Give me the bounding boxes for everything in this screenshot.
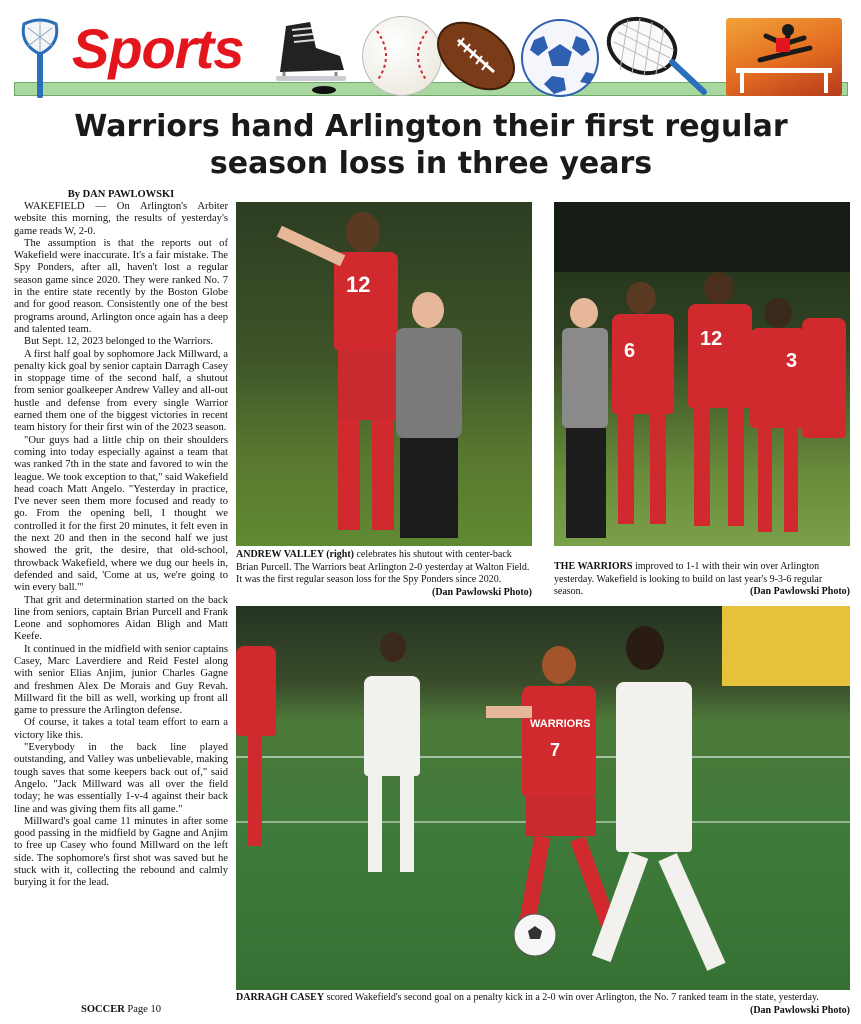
paragraph: That grit and determination started on the back line from seniors, captain Brian Purcell and Frank Leone and sophomores Aidan Bligh and Matt Keefe. [14,594,228,643]
jersey-number: 7 [550,740,561,760]
article-headline: Warriors hand Arlington their first regular season loss in three years [74,109,788,181]
jersey-number: 3 [786,350,798,372]
paragraph: WAKEFIELD — On Arlington's Arbiter website this morning, the results of yesterday's game reads W, 2-0. [14,201,228,237]
soccer-ball-icon [512,912,558,958]
photo-casey-dribbling [236,606,850,990]
paragraph: A first half goal by sophomore Jack Millward, a penalty kick goal by senior captain Darragh Casey in stoppage time of the second half, a shutout from senior goalkeeper Andrew Valley and all-out hustle and defense from every single Warrior earned them one of the biggest victories in recent team history for their first win of the 2023 season. [14,348,228,434]
jump-label: SOCCER [81,1004,125,1015]
ice-skate-icon [266,18,350,94]
player-figure [750,298,846,538]
article-body [14,201,228,890]
jersey-number: 12 [700,328,723,350]
player-figure [680,272,760,532]
jump-page: Page 10 [127,1004,161,1015]
lacrosse-stick-icon [16,18,64,100]
byline: By DAN PAWLOWSKI [67,189,175,200]
paragraph: "Everybody in the back line played outstanding, and Valley was unbelievable, making tough saves that some keepers back out of," said Angelo. "Jack Millward was all over the field today; he was essentially 1-v-4 against their back line and was giving them fits all game." [14,742,228,815]
caption-lead: THE WARRIORS [554,561,633,572]
paragraph: The assumption is that the reports out of Wakefield were inaccurate. It's a fair mistake. The Spy Ponders, after all, haven't lost a regular season game since 2020. They were ranked No. 7 in the entire state recently by the Boston Globe and for good reason. Consistently one of the best programs around, Arlington once again has a deep and talented team. [14,237,228,335]
photo-caption [236,992,850,1017]
paragraph: It continued in the midfield with senior captains Casey, Marc Laverdiere and Reid Festel along with senior Elias Anjim, junior Charles Gagne and freshmen Alex De Morais and Guy Revah. Millward fit the bill as well, working up front all game to pressure the Arlington defense. [14,643,228,717]
banner-bar [14,82,848,96]
caption-lead: ANDREW VALLEY (right) [236,549,354,560]
paragraph: "Our guys had a little chip on their shoulders coming into today especially against a team that was ranked 7th in the state and favored to win the league. We took exception to that," said Wakefield head coach Matt Angelo. "Yesterday in practice, I've never seen them more focused and ready to go. From the opening bell, I thought we controlled it for the first 20 minutes, it felt even in the next 20 and then in the second half we just showed the grit, the desire, that old-school, throwback Wakefield, where we dug our heels in, defended and said, 'Come at us, we're going to win every ball.'" [14,434,228,594]
jersey-number: 6 [624,340,636,362]
photo-credit: (Dan Pawlowski Photo) [749,586,850,598]
photo-credit: (Dan Pawlowski Photo) [431,586,532,598]
jersey-number: 12 [346,272,371,297]
player-figure [236,636,306,856]
tennis-racket-icon [600,14,710,96]
soccer-ball-icon [520,18,600,98]
hurdler-icon [726,18,842,96]
player-figure [604,282,684,532]
sports-banner [14,14,846,100]
opponent-figure [354,632,444,882]
football-icon [432,16,520,96]
paragraph: Millward's goal came 11 minutes in after some good passing in the midfield by Gagne and Anjim to free up Casey who found Millward on the left side. The sophomore's first shot was saved but he stuck with it, collecting the rebound and calmly burying it for the lead. [14,815,228,889]
photo-valley-celebration [236,202,532,546]
jump-line[interactable] [14,1004,228,1015]
caption-text: improved to 1-1 with their win over Arlington yesterday. Wakefield is looking to build on last year's 9-3-6 regular season. [554,561,823,598]
caption-text: scored Wakefield's second goal on a penalty kick in a 2-0 win over Arlington, the No. 7 ranked team in the state, yesterday. [326,992,819,1003]
caption-text: celebrates his shutout with center-back Brian Purcell. The Warriors beat Arlington 2-0 yesterday at Walton Field. It was the first regular season loss for the Spy Ponders since 2020. [236,549,530,586]
caption-lead: DARRAGH CASEY [236,992,325,1003]
jersey-text: WARRIORS [530,718,591,730]
photo-caption [554,561,850,599]
goalkeeper-figure [376,292,496,542]
opponent-figure [586,626,756,990]
photo-team-celebration [554,202,850,546]
photo-credit: (Dan Pawlowski Photo) [749,1004,850,1016]
section-title: Sports [72,17,244,80]
photo-caption [236,549,532,599]
baseball-icon [362,16,442,96]
paragraph: But Sept. 12, 2023 belonged to the Warriors. [24,336,214,348]
paragraph: Of course, it takes a total team effort to earn a victory like this. [14,717,228,741]
